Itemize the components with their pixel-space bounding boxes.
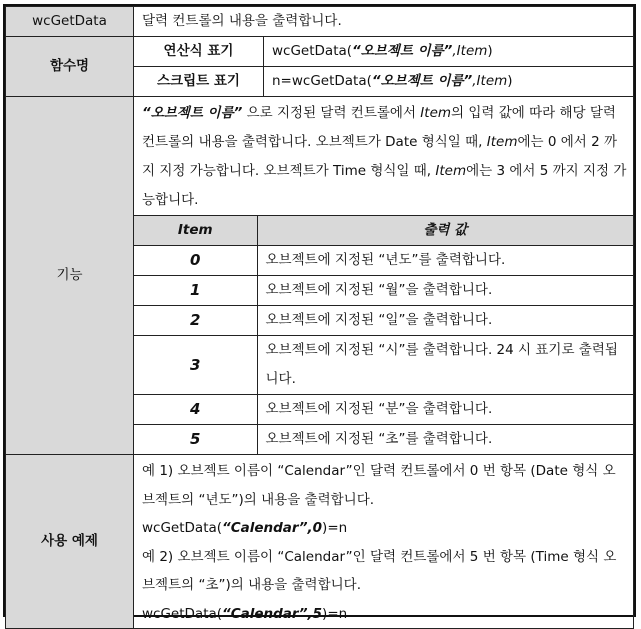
desc-item-1: Item — [420, 105, 452, 121]
item-number: 3 — [134, 336, 257, 395]
function-label: 기능 — [6, 97, 134, 455]
item-table-header — [134, 216, 633, 246]
script-label: 스크립트 표기 — [134, 67, 264, 97]
desc-text-1: 으로 지정된 달력 컨트롤에서 — [242, 105, 421, 121]
item-number: 0 — [134, 246, 257, 276]
function-description — [134, 97, 633, 215]
example-1-code — [142, 514, 627, 543]
expression-item-arg: ,Item — [452, 43, 488, 59]
usage-row — [6, 455, 634, 629]
script-suffix: ) — [507, 73, 513, 89]
item-value: 오브젝트에 지정된 “월”을 출력합니다. — [257, 276, 633, 306]
example-2-code-arg: “Calendar”,5 — [222, 605, 323, 622]
spec-table — [5, 6, 634, 629]
item-row — [134, 395, 633, 425]
item-row — [134, 276, 633, 306]
desc-text-3: 에는 0 에서 2 까지 지정 가능합니다. 오브젝트가 Time 형식일 때, — [142, 134, 618, 179]
value-column-header: 출력 값 — [257, 216, 633, 246]
example-1-code-suffix: )=n — [322, 520, 348, 536]
function-row — [6, 97, 634, 455]
example-1-text: 예 1) 오브젝트 이름이 “Calendar”인 달력 컨트롤에서 0 번 항목 (Date 형식 오브젝트의 “년도”)의 내용을 출력합니다. — [142, 463, 616, 508]
example-1-code-prefix: wcGetData( — [142, 520, 223, 536]
script-syntax — [264, 67, 634, 97]
expression-object-arg: “오브젝트 이름” — [352, 43, 453, 59]
item-row — [134, 336, 633, 395]
expression-label: 연산식 표기 — [134, 37, 264, 67]
expression-row — [6, 37, 634, 67]
example-2-code-prefix: wcGetData( — [142, 605, 223, 622]
script-object-arg: “오브젝트 이름” — [371, 73, 473, 89]
item-table — [134, 215, 633, 454]
item-number: 1 — [134, 276, 257, 306]
script-item-arg: ,Item — [472, 73, 508, 89]
function-spec-document — [3, 4, 636, 622]
usage-label: 사용 예제 — [6, 455, 134, 629]
expression-syntax — [264, 37, 634, 67]
desc-item-3: Item — [435, 163, 467, 179]
example-2-code-suffix: )=n — [322, 605, 348, 622]
item-value: 오브젝트에 지정된 “년도”를 출력합니다. — [257, 246, 633, 276]
item-number: 2 — [134, 306, 257, 336]
item-number: 4 — [134, 395, 257, 425]
item-value: 오브젝트에 지정된 “분”을 출력합니다. — [257, 395, 633, 425]
desc-text-4: 에는 3 에서 5 까지 지정 가능합니다. — [142, 163, 627, 208]
script-prefix: n=wcGetData( — [272, 73, 372, 89]
item-row — [134, 246, 633, 276]
item-value: 오브젝트에 지정된 “시”를 출력합니다. 24 시 표기로 출력됩니다. — [257, 336, 633, 395]
item-value: 오브젝트에 지정된 “초”를 출력합니다. — [257, 425, 633, 455]
example-1-code-arg: “Calendar”,0 — [222, 520, 323, 536]
name-label: 함수명 — [6, 37, 134, 97]
usage-content — [134, 455, 634, 629]
item-row — [134, 425, 633, 455]
item-value: 오브젝트에 지정된 “일”을 출력합니다. — [257, 306, 633, 336]
header-row — [6, 7, 634, 37]
item-row — [134, 306, 633, 336]
expression-prefix: wcGetData( — [272, 43, 353, 59]
item-column-header: Item — [134, 216, 257, 246]
expression-suffix: ) — [487, 43, 493, 59]
desc-text-2: 의 입력 값에 따라 해당 달력 컨트롤의 내용을 출력합니다. 오브젝트가 Date 형식일 때, — [142, 105, 616, 150]
usage-examples — [134, 455, 633, 628]
function-name-cell: wcGetData — [6, 7, 134, 37]
desc-item-2: Item — [486, 134, 518, 150]
item-number: 5 — [134, 425, 257, 455]
function-content — [134, 97, 634, 455]
example-2-text: 예 2) 오브젝트 이름이 “Calendar”인 달력 컨트롤에서 5 번 항목 (Time 형식 오브젝트의 “초”)의 내용을 출력합니다. — [142, 548, 617, 593]
desc-object-arg: “오브젝트 이름” — [142, 105, 243, 121]
function-summary: 달력 컨트롤의 내용을 출력합니다. — [134, 7, 634, 37]
